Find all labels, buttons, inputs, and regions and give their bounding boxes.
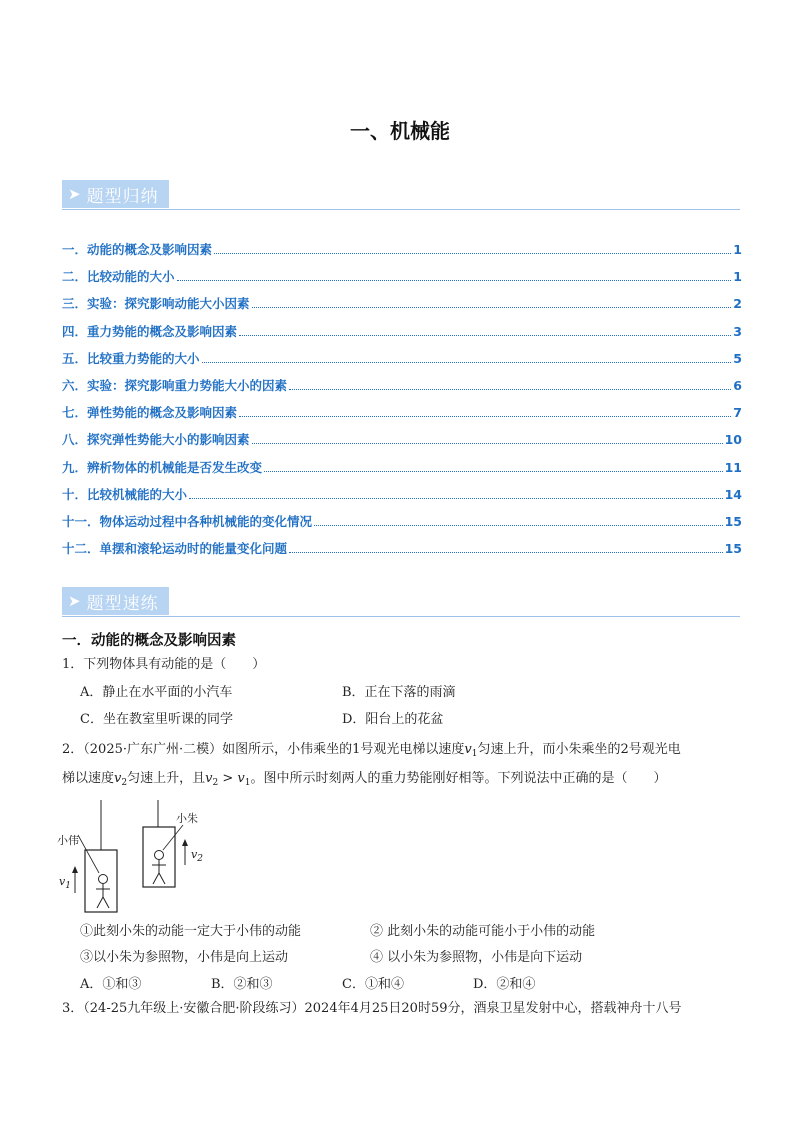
elevator-diagram [55,795,225,920]
page-title: 一、机械能 [350,119,450,143]
section-banner-summary [62,180,740,210]
figure-label-person2: 小朱 [176,812,198,825]
toc-item[interactable]: 四．重力势能的概念及影响因素 3 [62,323,742,339]
arrow-icon: ➤ [68,592,81,610]
option[interactable]: A．静止在水平面的小汽车 [80,685,233,700]
question-2-statements [80,916,660,968]
toc-item[interactable]: 二．比较动能的大小 1 [62,269,742,285]
option[interactable]: B．②和③ [211,977,273,992]
divider [62,616,740,617]
question-2-options [80,969,604,996]
question-2-stem-cont: 梯以速度$v_2$匀速上升，且$v_2 > v_1$。图中所示时刻两人的重力势能刚好相等。下列说法中正确的是（ ） [62,771,667,788]
section-banner-practice [62,587,740,617]
question-1-options [80,677,604,731]
table-of-contents [62,240,742,566]
arrow-icon: ➤ [68,185,81,203]
section-label: 题型归纳 [86,186,159,207]
option[interactable]: B．正在下落的雨滴 [342,685,456,700]
toc-item[interactable]: 十二．单摆和滚轮运动时的能量变化问题 15 [62,541,742,557]
toc-item[interactable]: 五．比较重力势能的大小 5 [62,350,742,366]
figure-label-v1: $v_1$ [59,875,71,891]
option[interactable]: D．②和④ [473,977,536,992]
statement: ③以小朱为参照物，小伟是向上运动 [80,949,289,965]
toc-item[interactable]: 三．实验：探究影响动能大小因素 2 [62,296,742,312]
toc-item[interactable]: 八．探究弹性势能大小的影响因素 10 [62,432,742,448]
option[interactable]: C．坐在教室里听课的同学 [80,712,233,727]
option[interactable]: A．①和③ [80,977,142,992]
toc-item[interactable]: 一．动能的概念及影响因素 1 [62,242,742,257]
toc-item[interactable]: 十一．物体运动过程中各种机械能的变化情况 15 [62,513,742,529]
option[interactable]: D．阳台上的花盆 [342,712,444,727]
question-1-stem: 1．下列物体具有动能的是（ ） [62,657,266,672]
toc-item[interactable]: 九．辨析物体的机械能是否发生改变 11 [62,459,742,475]
toc-item[interactable]: 七．弹性势能的概念及影响因素 7 [62,405,742,421]
question-3-stem: 3．（24-25九年级上·安徽合肥·阶段练习）2024年4月25日20时59分，酒泉卫星发射中心，搭载神舟十八号 [62,1001,682,1016]
option[interactable]: C．①和④ [342,977,404,992]
statement: ①此刻小朱的动能一定大于小伟的动能 [80,923,302,939]
toc-item[interactable]: 十．比较机械能的大小 14 [62,486,742,502]
question-2-stem: 2．（2025·广东广州·二模）如图所示，小伟乘坐的1号观光电梯以速度$v_1$匀速上升，而小朱乘坐的2号观光电 [62,742,681,759]
figure-label-v2: $v_2$ [191,848,203,864]
divider [62,209,740,210]
statement: ④ 以小朱为参照物，小伟是向下运动 [370,949,583,965]
statement: ② 此刻小朱的动能可能小于小伟的动能 [370,923,596,939]
section-label: 题型速练 [86,593,159,614]
toc-item[interactable]: 六．实验：探究影响重力势能大小的因素 6 [62,377,742,393]
section-heading: 一．动能的概念及影响因素 [62,633,236,649]
figure-label-person1: 小伟 [57,834,79,847]
